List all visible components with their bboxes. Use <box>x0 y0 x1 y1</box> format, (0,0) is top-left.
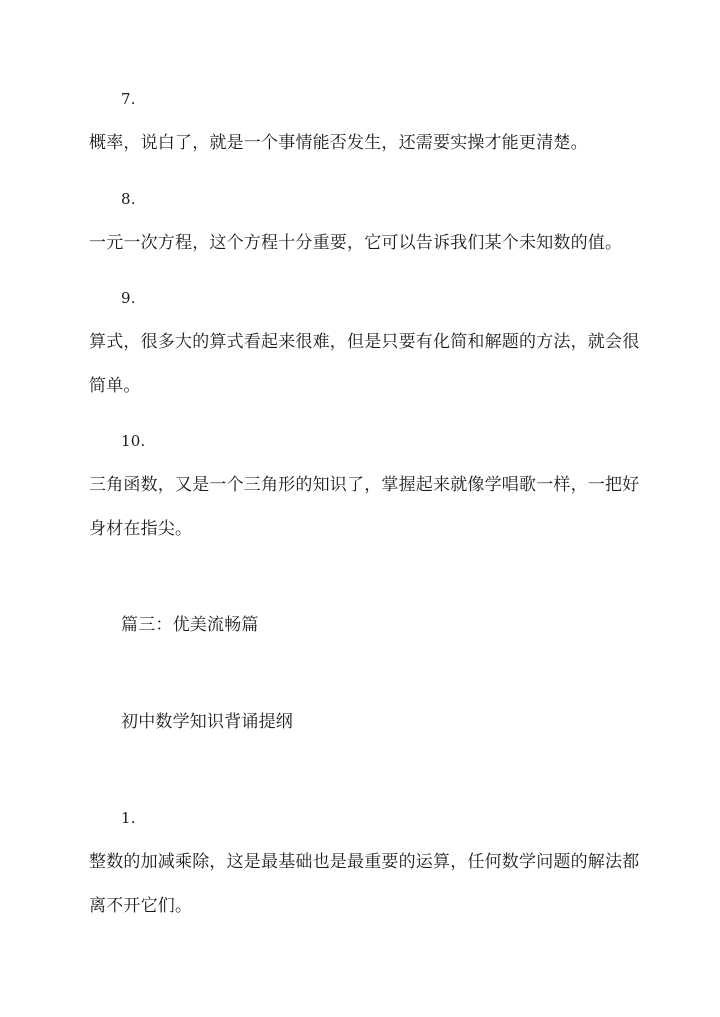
item-text: 概率，说白了，就是一个事情能否发生，还需要实操才能更清楚。 <box>89 133 588 153</box>
item-number: 9. <box>121 289 136 307</box>
item-text: 整数的加减乘除，这是最基础也是最重要的运算，任何数学问题的解法都 <box>89 852 640 872</box>
item-text: 三角函数，又是一个三角形的知识了，掌握起来就像学唱歌一样，一把好 <box>89 475 640 495</box>
item-number: 8. <box>121 190 136 208</box>
item-text: 身材在指尖。 <box>89 519 193 539</box>
document-subtitle: 初中数学知识背诵提纲 <box>121 712 293 732</box>
item-text: 算式，很多大的算式看起来很难，但是只要有化简和解题的方法，就会很 <box>89 332 640 352</box>
item-number: 1. <box>121 809 136 827</box>
item-text: 离不开它们。 <box>89 896 193 916</box>
item-text: 一元一次方程，这个方程十分重要，它可以告诉我们某个未知数的值。 <box>89 233 623 253</box>
item-number: 7. <box>121 90 136 108</box>
item-text: 简单。 <box>89 376 141 396</box>
item-number: 10. <box>121 432 146 450</box>
section-heading: 篇三：优美流畅篇 <box>121 615 259 635</box>
